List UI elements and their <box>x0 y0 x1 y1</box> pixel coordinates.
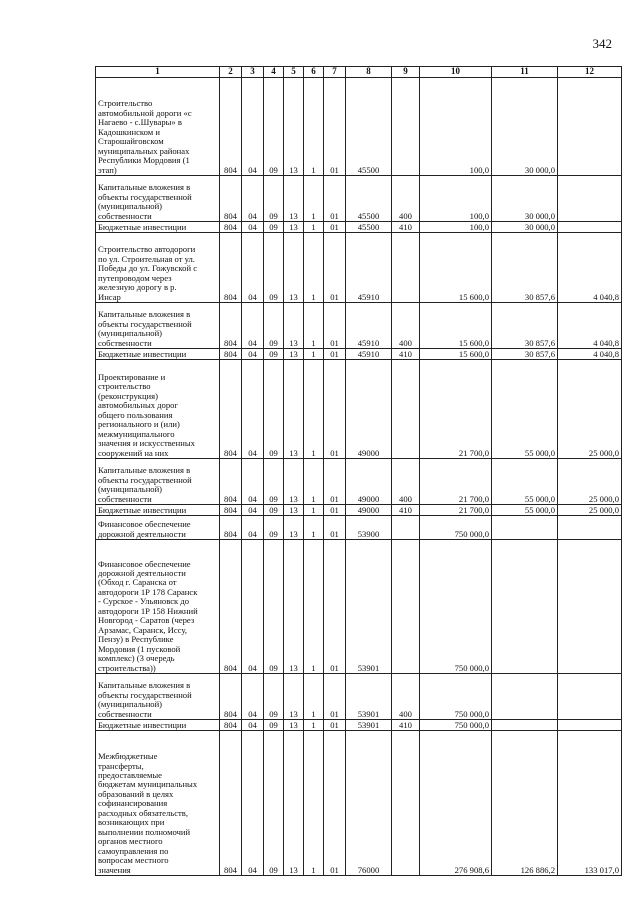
table-row <box>96 516 622 540</box>
cell-col-5: 13 <box>284 731 304 876</box>
cell-col-3: 04 <box>242 459 264 505</box>
cell-col-11 <box>492 720 558 731</box>
cell-col-2: 804 <box>220 731 242 876</box>
cell-col-3: 04 <box>242 233 264 303</box>
cell-col-11: 30 000,0 <box>492 222 558 233</box>
cell-col-7: 01 <box>324 176 346 222</box>
cell-col-7: 01 <box>324 516 346 540</box>
column-header-6: 6 <box>304 67 324 78</box>
cell-col-7: 01 <box>324 674 346 720</box>
row-label: Капитальные вложения в объекты государственной (муниципальной) собственности <box>96 176 220 222</box>
cell-col-3: 04 <box>242 176 264 222</box>
cell-col-6: 1 <box>304 233 324 303</box>
column-header-8: 8 <box>346 67 392 78</box>
cell-col-10: 21 700,0 <box>420 459 492 505</box>
cell-col-9 <box>392 516 420 540</box>
cell-col-4: 09 <box>264 516 284 540</box>
cell-col-4: 09 <box>264 459 284 505</box>
column-header-10: 10 <box>420 67 492 78</box>
table-row <box>96 349 622 360</box>
row-label: Капитальные вложения в объекты государственной (муниципальной) собственности <box>96 674 220 720</box>
row-label: Бюджетные инвестиции <box>96 222 220 233</box>
cell-col-5: 13 <box>284 360 304 459</box>
cell-col-2: 804 <box>220 674 242 720</box>
cell-col-2: 804 <box>220 349 242 360</box>
cell-col-6: 1 <box>304 720 324 731</box>
cell-col-11: 55 000,0 <box>492 459 558 505</box>
cell-col-11: 30 857,6 <box>492 303 558 349</box>
row-label: Межбюджетные трансферты, предоставляемые бюджетам муниципальных образований в целях софинансирования расходных обязательств, возникающих при выполнении полномочий органов местного самоуправления по вопросам местного значения <box>96 731 220 876</box>
cell-col-3: 04 <box>242 78 264 176</box>
cell-col-8: 49000 <box>346 360 392 459</box>
row-label: Финансовое обеспечение дорожной деятельности (Обход г. Саранска от автодороги 1Р 178 Саранск - Сурское - Ульяновск до автодороги 1Р 158 Нижний Новгород - Саратов (через Арзамас, Саранск, Иссу, Пензу) в Республике Мордовия (1 пусковой комплекс) (3 очередь строительства)) <box>96 540 220 674</box>
table-row <box>96 176 622 222</box>
cell-col-7: 01 <box>324 720 346 731</box>
cell-col-12 <box>558 222 622 233</box>
cell-col-3: 04 <box>242 540 264 674</box>
cell-col-3: 04 <box>242 303 264 349</box>
cell-col-10: 100,0 <box>420 176 492 222</box>
table-row <box>96 731 622 876</box>
cell-col-7: 01 <box>324 303 346 349</box>
cell-col-4: 09 <box>264 720 284 731</box>
cell-col-8: 76000 <box>346 731 392 876</box>
cell-col-6: 1 <box>304 459 324 505</box>
cell-col-5: 13 <box>284 349 304 360</box>
row-label: Бюджетные инвестиции <box>96 505 220 516</box>
table-row <box>96 233 622 303</box>
cell-col-6: 1 <box>304 349 324 360</box>
cell-col-12: 25 000,0 <box>558 505 622 516</box>
cell-col-8: 45910 <box>346 349 392 360</box>
cell-col-10: 15 600,0 <box>420 233 492 303</box>
cell-col-4: 09 <box>264 505 284 516</box>
cell-col-11: 30 857,6 <box>492 233 558 303</box>
cell-col-12 <box>558 720 622 731</box>
table-row <box>96 540 622 674</box>
cell-col-9: 400 <box>392 176 420 222</box>
cell-col-7: 01 <box>324 459 346 505</box>
cell-col-2: 804 <box>220 516 242 540</box>
cell-col-12 <box>558 516 622 540</box>
cell-col-5: 13 <box>284 303 304 349</box>
cell-col-5: 13 <box>284 720 304 731</box>
cell-col-9 <box>392 731 420 876</box>
cell-col-2: 804 <box>220 720 242 731</box>
cell-col-8: 49000 <box>346 459 392 505</box>
cell-col-6: 1 <box>304 540 324 674</box>
cell-col-12 <box>558 540 622 674</box>
cell-col-11 <box>492 674 558 720</box>
row-label: Капитальные вложения в объекты государственной (муниципальной) собственности <box>96 303 220 349</box>
cell-col-12: 4 040,8 <box>558 303 622 349</box>
cell-col-8: 53901 <box>346 720 392 731</box>
cell-col-7: 01 <box>324 360 346 459</box>
cell-col-4: 09 <box>264 349 284 360</box>
cell-col-7: 01 <box>324 540 346 674</box>
cell-col-4: 09 <box>264 360 284 459</box>
cell-col-8: 49000 <box>346 505 392 516</box>
cell-col-4: 09 <box>264 233 284 303</box>
cell-col-7: 01 <box>324 78 346 176</box>
table-row <box>96 674 622 720</box>
cell-col-10: 276 908,6 <box>420 731 492 876</box>
cell-col-8: 53900 <box>346 516 392 540</box>
column-header-12: 12 <box>558 67 622 78</box>
cell-col-11: 126 886,2 <box>492 731 558 876</box>
cell-col-4: 09 <box>264 540 284 674</box>
table-row <box>96 222 622 233</box>
cell-col-7: 01 <box>324 731 346 876</box>
row-label: Строительство автодороги по ул. Строительная от ул. Победы до ул. Гожувской с путепроводом через железную дорогу в р. Инсар <box>96 233 220 303</box>
cell-col-5: 13 <box>284 176 304 222</box>
cell-col-5: 13 <box>284 459 304 505</box>
cell-col-9: 410 <box>392 349 420 360</box>
cell-col-7: 01 <box>324 222 346 233</box>
cell-col-11: 30 000,0 <box>492 176 558 222</box>
cell-col-6: 1 <box>304 360 324 459</box>
cell-col-3: 04 <box>242 360 264 459</box>
cell-col-10: 750 000,0 <box>420 516 492 540</box>
cell-col-9: 400 <box>392 459 420 505</box>
cell-col-3: 04 <box>242 516 264 540</box>
cell-col-2: 804 <box>220 540 242 674</box>
cell-col-4: 09 <box>264 78 284 176</box>
cell-col-8: 53901 <box>346 540 392 674</box>
cell-col-3: 04 <box>242 674 264 720</box>
cell-col-12 <box>558 674 622 720</box>
table-row <box>96 505 622 516</box>
cell-col-12: 4 040,8 <box>558 233 622 303</box>
cell-col-10: 750 000,0 <box>420 540 492 674</box>
cell-col-12: 4 040,8 <box>558 349 622 360</box>
cell-col-5: 13 <box>284 674 304 720</box>
cell-col-4: 09 <box>264 731 284 876</box>
column-header-2: 2 <box>220 67 242 78</box>
cell-col-2: 804 <box>220 222 242 233</box>
cell-col-11: 30 857,6 <box>492 349 558 360</box>
row-label: Бюджетные инвестиции <box>96 720 220 731</box>
cell-col-12: 25 000,0 <box>558 459 622 505</box>
cell-col-5: 13 <box>284 222 304 233</box>
column-header-1: 1 <box>96 67 220 78</box>
cell-col-10: 15 600,0 <box>420 303 492 349</box>
column-header-5: 5 <box>284 67 304 78</box>
cell-col-11 <box>492 516 558 540</box>
cell-col-4: 09 <box>264 222 284 233</box>
row-label: Финансовое обеспечение дорожной деятельности <box>96 516 220 540</box>
cell-col-10: 100,0 <box>420 222 492 233</box>
cell-col-9 <box>392 78 420 176</box>
cell-col-9: 410 <box>392 720 420 731</box>
cell-col-10: 21 700,0 <box>420 505 492 516</box>
cell-col-9: 400 <box>392 674 420 720</box>
column-header-4: 4 <box>264 67 284 78</box>
cell-col-12 <box>558 78 622 176</box>
cell-col-9: 410 <box>392 505 420 516</box>
table-row <box>96 78 622 176</box>
cell-col-4: 09 <box>264 303 284 349</box>
cell-col-6: 1 <box>304 516 324 540</box>
cell-col-7: 01 <box>324 349 346 360</box>
cell-col-3: 04 <box>242 222 264 233</box>
row-label: Капитальные вложения в объекты государственной (муниципальной) собственности <box>96 459 220 505</box>
cell-col-9 <box>392 540 420 674</box>
table-header-row <box>96 67 622 78</box>
cell-col-11: 55 000,0 <box>492 360 558 459</box>
cell-col-2: 804 <box>220 233 242 303</box>
table-row <box>96 459 622 505</box>
cell-col-10: 750 000,0 <box>420 720 492 731</box>
row-label: Бюджетные инвестиции <box>96 349 220 360</box>
cell-col-11: 30 000,0 <box>492 78 558 176</box>
cell-col-12 <box>558 176 622 222</box>
cell-col-6: 1 <box>304 303 324 349</box>
cell-col-6: 1 <box>304 731 324 876</box>
cell-col-6: 1 <box>304 176 324 222</box>
cell-col-9 <box>392 360 420 459</box>
cell-col-2: 804 <box>220 360 242 459</box>
cell-col-6: 1 <box>304 222 324 233</box>
cell-col-2: 804 <box>220 459 242 505</box>
column-header-3: 3 <box>242 67 264 78</box>
cell-col-10: 750 000,0 <box>420 674 492 720</box>
column-header-11: 11 <box>492 67 558 78</box>
cell-col-3: 04 <box>242 731 264 876</box>
cell-col-8: 45910 <box>346 233 392 303</box>
column-header-7: 7 <box>324 67 346 78</box>
cell-col-8: 45910 <box>346 303 392 349</box>
cell-col-4: 09 <box>264 674 284 720</box>
cell-col-7: 01 <box>324 233 346 303</box>
cell-col-8: 45500 <box>346 78 392 176</box>
budget-table <box>95 66 622 876</box>
cell-col-6: 1 <box>304 78 324 176</box>
page-number: 342 <box>592 36 612 51</box>
cell-col-11 <box>492 540 558 674</box>
cell-col-11: 55 000,0 <box>492 505 558 516</box>
table-row <box>96 720 622 731</box>
cell-col-2: 804 <box>220 303 242 349</box>
table-body <box>96 78 622 876</box>
cell-col-8: 45500 <box>346 176 392 222</box>
cell-col-3: 04 <box>242 505 264 516</box>
cell-col-12: 133 017,0 <box>558 731 622 876</box>
cell-col-4: 09 <box>264 176 284 222</box>
cell-col-5: 13 <box>284 505 304 516</box>
table-row <box>96 303 622 349</box>
cell-col-6: 1 <box>304 505 324 516</box>
cell-col-5: 13 <box>284 540 304 674</box>
cell-col-3: 04 <box>242 720 264 731</box>
cell-col-9 <box>392 233 420 303</box>
row-label: Проектирование и строительство (реконструкция) автомобильных дорог общего пользования регионального и (или) межмуниципального значения и искусственных сооружений на них <box>96 360 220 459</box>
cell-col-9: 400 <box>392 303 420 349</box>
table-row <box>96 360 622 459</box>
cell-col-8: 53901 <box>346 674 392 720</box>
cell-col-12: 25 000,0 <box>558 360 622 459</box>
cell-col-10: 100,0 <box>420 78 492 176</box>
cell-col-2: 804 <box>220 176 242 222</box>
cell-col-6: 1 <box>304 674 324 720</box>
cell-col-2: 804 <box>220 505 242 516</box>
cell-col-9: 410 <box>392 222 420 233</box>
cell-col-10: 15 600,0 <box>420 349 492 360</box>
column-header-9: 9 <box>392 67 420 78</box>
cell-col-5: 13 <box>284 233 304 303</box>
cell-col-5: 13 <box>284 78 304 176</box>
cell-col-10: 21 700,0 <box>420 360 492 459</box>
cell-col-3: 04 <box>242 349 264 360</box>
cell-col-5: 13 <box>284 516 304 540</box>
cell-col-8: 45500 <box>346 222 392 233</box>
cell-col-2: 804 <box>220 78 242 176</box>
row-label: Строительство автомобильной дороги «с Нагаево - с.Шувары» в Кадошкинском и Старошайговском муниципальных районах Республики Мордовия (1 этап) <box>96 78 220 176</box>
cell-col-7: 01 <box>324 505 346 516</box>
